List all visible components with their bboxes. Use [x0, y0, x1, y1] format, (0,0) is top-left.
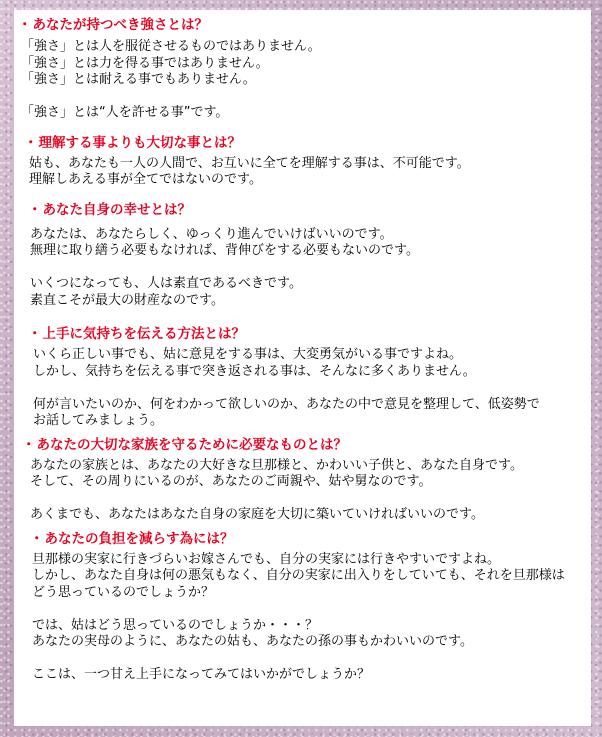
text-line: 姑も、あなたも一人の人間で、お互いに全てを理解する事は、不可能です。: [29, 155, 470, 171]
section-body: [30, 458, 591, 524]
section-heading: [30, 530, 591, 548]
heading-text: あなたが持つべき強さとは？: [32, 17, 208, 33]
text-line: いくつになっても、人は素直であるべきです。: [30, 276, 302, 291]
text-line: 無理に取り繕う必要もなければ、背伸びをする必要もないのです。: [30, 243, 419, 258]
section-communication: [14, 325, 591, 430]
text-line: そして、その周りにいるのが、あなたのご両親や、姑や舅なのです。: [30, 474, 432, 489]
section-heading: [28, 325, 591, 343]
heading-text: 上手に気持ちを伝える方法とは？: [42, 326, 245, 342]
heading-text: 理解する事よりも大切な事とは？: [38, 134, 241, 151]
bullet-marker: ・: [28, 326, 42, 342]
text-line: 「強さ」とは耐える事でもありません。: [21, 72, 256, 87]
bullet-marker: ・: [18, 17, 32, 33]
bullet-marker: ・: [30, 530, 44, 547]
heading-text: あなたの負担を減らす為には？: [44, 530, 234, 547]
text-line: 「強さ」とは力を得る事ではありません。: [21, 55, 269, 71]
text-line: 素直こそが最大の財産なのです。: [30, 292, 224, 308]
section-body: [32, 552, 591, 684]
section-happiness: [14, 201, 591, 310]
text-line: ここは、一つ甘え上手になってみてはいかがでしょうか？: [32, 667, 371, 682]
text-line: あくまでも、あなたはあなた自身の家庭を大切に築いていければいいのです。: [30, 507, 484, 522]
section-body: [21, 39, 591, 122]
text-line: しかし、あなた自身は何の悪気もなく、自分の実家に出入りをしていても、それを旦那様は: [32, 568, 565, 583]
section-body: [30, 227, 591, 310]
text-line: 「強さ」とは人を服従させるものではありません。: [21, 39, 321, 54]
section-heading: [22, 436, 591, 454]
bullet-marker: ・: [28, 201, 42, 218]
text-line: 「強さ」とは“人を許せる事”です。: [21, 105, 229, 120]
section-body: [33, 347, 591, 430]
bullet-marker: ・: [24, 134, 38, 151]
heading-text: あなたの大切な家族を守るために必要なものとは？: [36, 436, 347, 453]
text-line: しかし、気持ちを伝える事で突き返される事は、そんなに多くありません。: [33, 363, 476, 379]
text-line: では、姑はどう思っているのでしょうか・・・？: [32, 617, 319, 633]
section-strength: [14, 16, 591, 122]
text-line: あなたは、あなたらしく、ゆっくり進んでいけばいいのです。: [30, 226, 393, 242]
text-line: どう思っているのでしょうか？: [32, 584, 215, 600]
section-heading: [18, 16, 591, 34]
content-panel: [14, 10, 591, 726]
section-body: [29, 156, 591, 189]
heading-text: あなた自身の幸せとは？: [42, 201, 191, 218]
text-line: いくら正しい事でも、姑に意見をする事は、大変勇気がいる事ですよね。: [33, 347, 463, 362]
text-line: 旦那様の実家に行きづらいお嫁さんでも、自分の実家には行きやすいですよね。: [32, 551, 501, 567]
section-burden: [14, 530, 591, 684]
text-line: お話してみましょう。: [33, 413, 164, 428]
text-line: 理解しあえる事が全てではないのです。: [29, 172, 262, 187]
text-line: 何が言いたいのか、何をわかって欲しいのか、あなたの中で意見を整理して、低姿勢で: [33, 396, 540, 412]
section-heading: [28, 201, 591, 219]
text-line: あなたの実母のように、あなたの姑も、あなたの孫の事もかわいいのです。: [32, 634, 473, 649]
text-line: あなたの家族とは、あなたの大好きな旦那様と、かわいい子供と、あなた自身です。: [30, 457, 523, 473]
section-heading: [24, 134, 591, 152]
section-family: [14, 436, 591, 524]
bullet-marker: ・: [22, 436, 36, 453]
section-understanding: [14, 134, 591, 189]
